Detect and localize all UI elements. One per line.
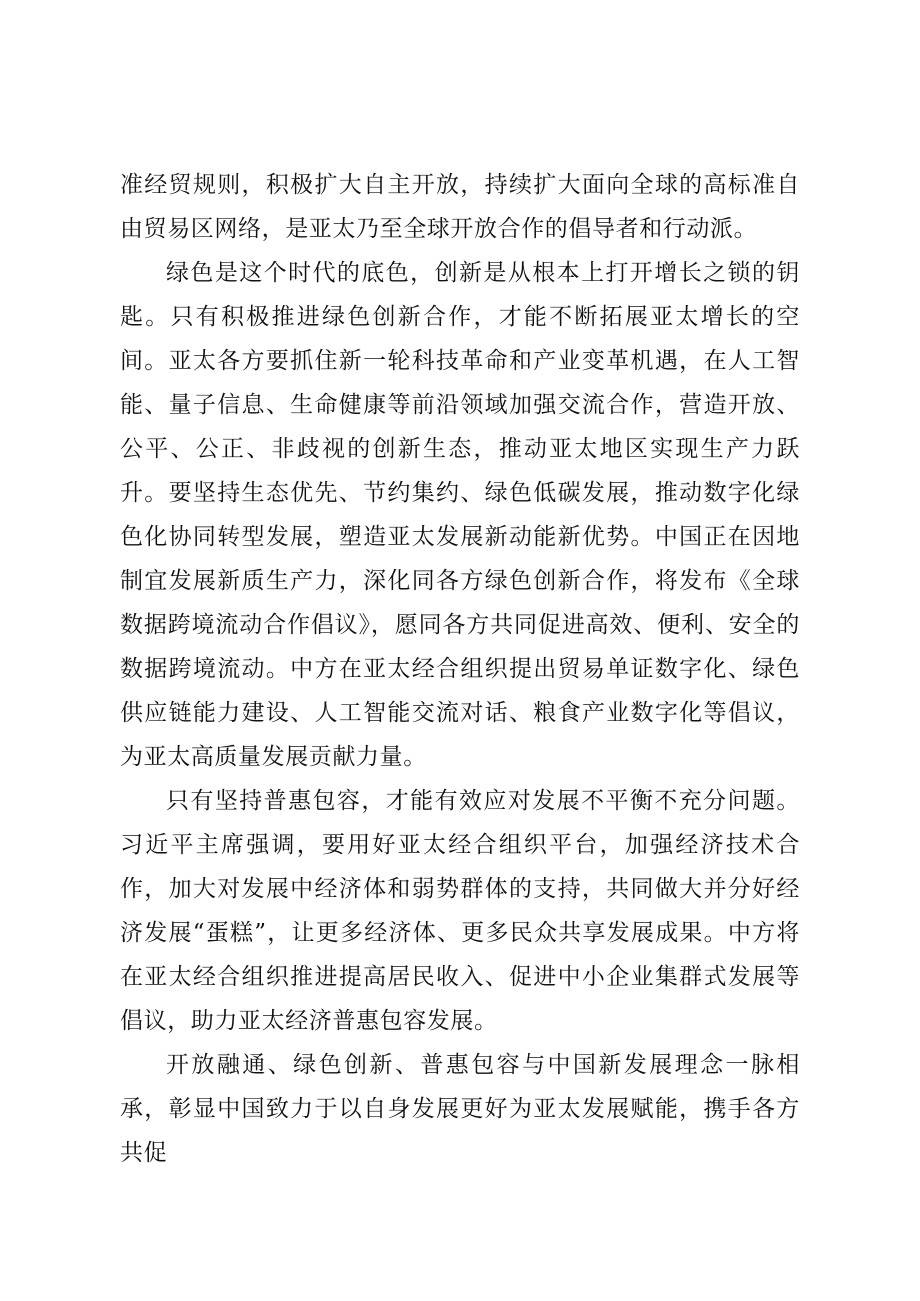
paragraph-4: 开放融通、绿色创新、普惠包容与中国新发展理念一脉相承，彰显中国致力于以自身发展更好为亚太发展赋能，携手各方共促 bbox=[120, 1052, 800, 1166]
paragraph-3: 只有坚持普惠包容，才能有效应对发展不平衡不充分问题。习近平主席强调，要用好亚太经合组织平台，加强经济技术合作，加大对发展中经济体和弱势群体的支持，共同做大并分好经济发展“蛋糕”，让更多经济体、更多民众共享发展成果。中方将在亚太经合组织推进提高居民收入、促进中小企业集群式发展等倡议，助力亚太经济普惠包容发展。 bbox=[120, 788, 800, 1034]
paragraph-1: 准经贸规则，积极扩大自主开放，持续扩大面向全球的高标准自由贸易区网络，是亚太乃至全球开放合作的倡导者和行动派。 bbox=[120, 172, 800, 242]
document-body bbox=[120, 163, 800, 1175]
paragraph-2: 绿色是这个时代的底色，创新是从根本上打开增长之锁的钥匙。只有积极推进绿色创新合作，才能不断拓展亚太增长的空间。亚太各方要抓住新一轮科技革命和产业变革机遇，在人工智能、量子信息、生命健康等前沿领域加强交流合作，营造开放、公平、公正、非歧视的创新生态，推动亚太地区实现生产力跃升。要坚持生态优先、节约集约、绿色低碳发展，推动数字化绿色化协同转型发展，塑造亚太发展新动能新优势。中国正在因地制宜发展新质生产力，深化同各方绿色创新合作，将发布《全球数据跨境流动合作倡议》，愿同各方共同促进高效、便利、安全的数据跨境流动。中方在亚太经合组织提出贸易单证数字化、绿色供应链能力建设、人工智能交流对话、粮食产业数字化等倡议，为亚太高质量发展贡献力量。 bbox=[120, 260, 800, 770]
